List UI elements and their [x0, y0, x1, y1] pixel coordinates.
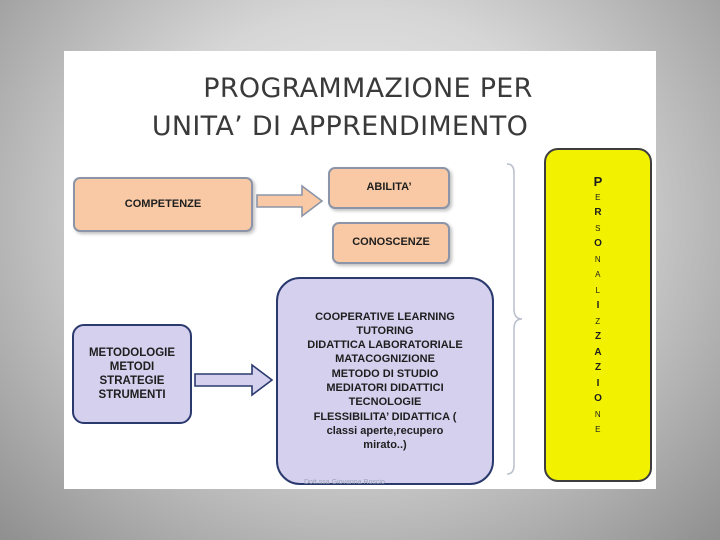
- title-line-1: PROGRAMMAZIONE PER: [203, 73, 533, 104]
- letter: L: [595, 285, 601, 295]
- conoscenze-box: [332, 222, 450, 264]
- arrow-metodologie-strategie: [194, 363, 274, 397]
- metodologie-line: STRATEGIE: [99, 375, 165, 387]
- letter: O: [594, 238, 602, 249]
- footer-credit: Dott.ssa Giovanna Roscio: [304, 479, 385, 486]
- strategie-item: classi aperte,recupero: [326, 424, 444, 437]
- conoscenze-label: CONOSCENZE: [352, 236, 430, 249]
- competenze-label: COMPETENZE: [124, 197, 202, 210]
- competenze-box: [73, 177, 253, 232]
- letter: R: [594, 207, 602, 218]
- letter: I: [596, 377, 600, 389]
- abilita-label: ABILITA’: [366, 181, 412, 194]
- letter: A: [594, 346, 602, 358]
- brace-connector: [504, 159, 542, 479]
- letter: N: [594, 409, 602, 419]
- personalizzazione-letters: [546, 174, 650, 438]
- strategie-item: MEDIATORI DIDATTICI: [326, 382, 444, 394]
- letter: E: [595, 425, 601, 434]
- letter: O: [594, 393, 602, 404]
- strategie-item: DIDATTICA LABORATORIALE: [307, 339, 463, 352]
- arrow-competenze-abilita: [256, 184, 324, 218]
- letter: Z: [594, 362, 602, 373]
- letter: Z: [594, 331, 602, 342]
- slide: [64, 51, 656, 489]
- metodologie-line: STRUMENTI: [98, 389, 166, 402]
- strategie-item: MATACOGNIZIONE: [335, 353, 435, 366]
- letter: I: [596, 300, 600, 311]
- metodologie-line: METODOLOGIE: [88, 346, 176, 359]
- strategie-item: METODO DI STUDIO: [331, 367, 439, 380]
- strategie-item: mirato..): [363, 439, 407, 452]
- personalizzazione-box: [544, 148, 652, 482]
- strategie-item: TUTORING: [356, 324, 414, 337]
- strategie-item: TECNOLOGIE: [348, 396, 422, 409]
- abilita-box: [328, 167, 450, 209]
- strategie-item: COOPERATIVE LEARNING: [315, 310, 455, 323]
- metodologie-line: METODI: [109, 360, 155, 373]
- letter: S: [595, 223, 601, 233]
- letter: N: [594, 254, 602, 264]
- letter: Z: [595, 316, 601, 326]
- letter: A: [595, 270, 601, 279]
- letter: E: [595, 192, 601, 202]
- strategie-box: [276, 277, 494, 485]
- letter: P: [593, 174, 603, 189]
- metodologie-box: [72, 324, 192, 424]
- strategie-item: FLESSIBILITA’ DIDATTICA (: [313, 410, 457, 423]
- title-line-2: UNITA’ DI APPRENDIMENTO: [151, 111, 529, 142]
